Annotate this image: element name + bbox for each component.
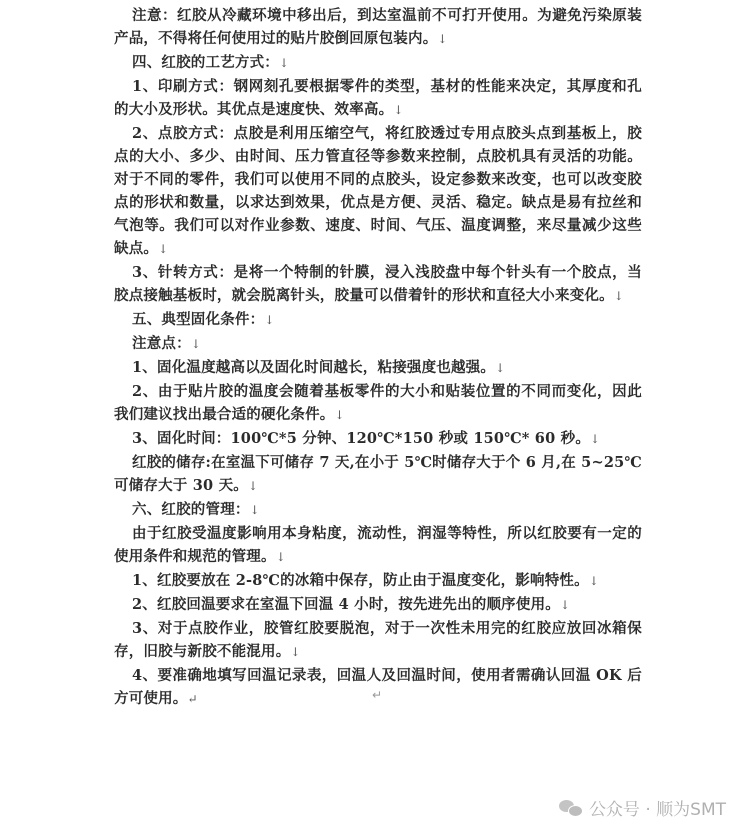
paragraph-dispensing: 2、点胶方式：点胶是利用压缩空气，将红胶透过专用点胶头点到基板上，胶点的大小、多少、由时间、压力管直径等参数来控制，点胶机具有灵活的功能。对于不同的零件，我们可以使用不同的点胶头，设定参数来改变，也可以改变胶点的形状和数量，以求达到效果，优点是方便、灵活、稳定。缺点是易有拉丝和气泡等。我们可以对作业参数、速度、时间、气压、温度调整，来尽量减少这些缺点。↓ — [114, 125, 642, 257]
watermark-text: 公众号 · 顺为SMT — [588, 800, 726, 820]
paragraph-attention: 注意点：↓ — [132, 335, 202, 352]
paragraph-management-4: 4、要准确地填写回温记录表，回温人及回温时间，使用者需确认回温 OK 后方可使用。↵ — [114, 667, 642, 707]
heading-section-5: 五、典型固化条件：↓ — [132, 311, 275, 328]
heading-section-6: 六、红胶的管理：↓ — [132, 501, 260, 518]
paragraph-storage: 红胶的储存:在室温下可储存 7 天,在小于 5℃时储存大于个 6 月,在 5~25℃可储存大于 30 天。↓ — [114, 454, 642, 494]
paragraph-curing-2: 2、由于贴片胶的温度会随着基板零件的大小和贴装位置的不同而变化，因此我们建议找出最合适的硬化条件。↓ — [114, 383, 642, 423]
paragraph-note: 注意：红胶从冷藏环境中移出后，到达室温前不可打开使用。为避免污染原装产品，不得将任何使用过的贴片胶倒回原包装内。↓ — [114, 7, 642, 47]
wechat-icon — [559, 798, 583, 818]
paragraph-management-3: 3、对于点胶作业，胶管红胶要脱泡，对于一次性未用完的红胶应放回冰箱保存，旧胶与新胶不能混用。↓ — [114, 620, 642, 660]
paragraph-management-intro: 由于红胶受温度影响用本身粘度，流动性，润湿等特性，所以红胶要有一定的使用条件和规范的管理。↓ — [114, 525, 642, 565]
watermark — [559, 795, 726, 820]
paragraph-printing: 1、印刷方式：钢网刻孔要根据零件的类型，基材的性能来决定，其厚度和孔的大小及形状。其优点是速度快、效率高。↓ — [114, 78, 642, 118]
paragraph-management-2: 2、红胶回温要求在室温下回温 4 小时，按先进先出的顺序使用。↓ — [132, 596, 571, 613]
paragraph-curing-3: 3、固化时间：100℃*5 分钟、120℃*150 秒或 150℃* 60 秒。↓ — [132, 430, 601, 447]
heading-section-4: 四、红胶的工艺方式：↓ — [132, 54, 290, 71]
paragraph-end-mark: ↵ — [372, 688, 383, 702]
paragraph-management-1: 1、红胶要放在 2-8℃的冰箱中保存，防止由于温度变化，影响特性。↓ — [132, 572, 600, 589]
paragraph-pin-transfer: 3、针转方式：是将一个特制的针膜，浸入浅胶盘中每个针头有一个胶点，当胶点接触基板时，就会脱离针头，胶量可以借着针的形状和直径大小来变化。↓ — [114, 264, 642, 304]
paragraph-curing-1: 1、固化温度越高以及固化时间越长，粘接强度也越强。↓ — [132, 359, 506, 376]
document-body — [114, 4, 642, 711]
